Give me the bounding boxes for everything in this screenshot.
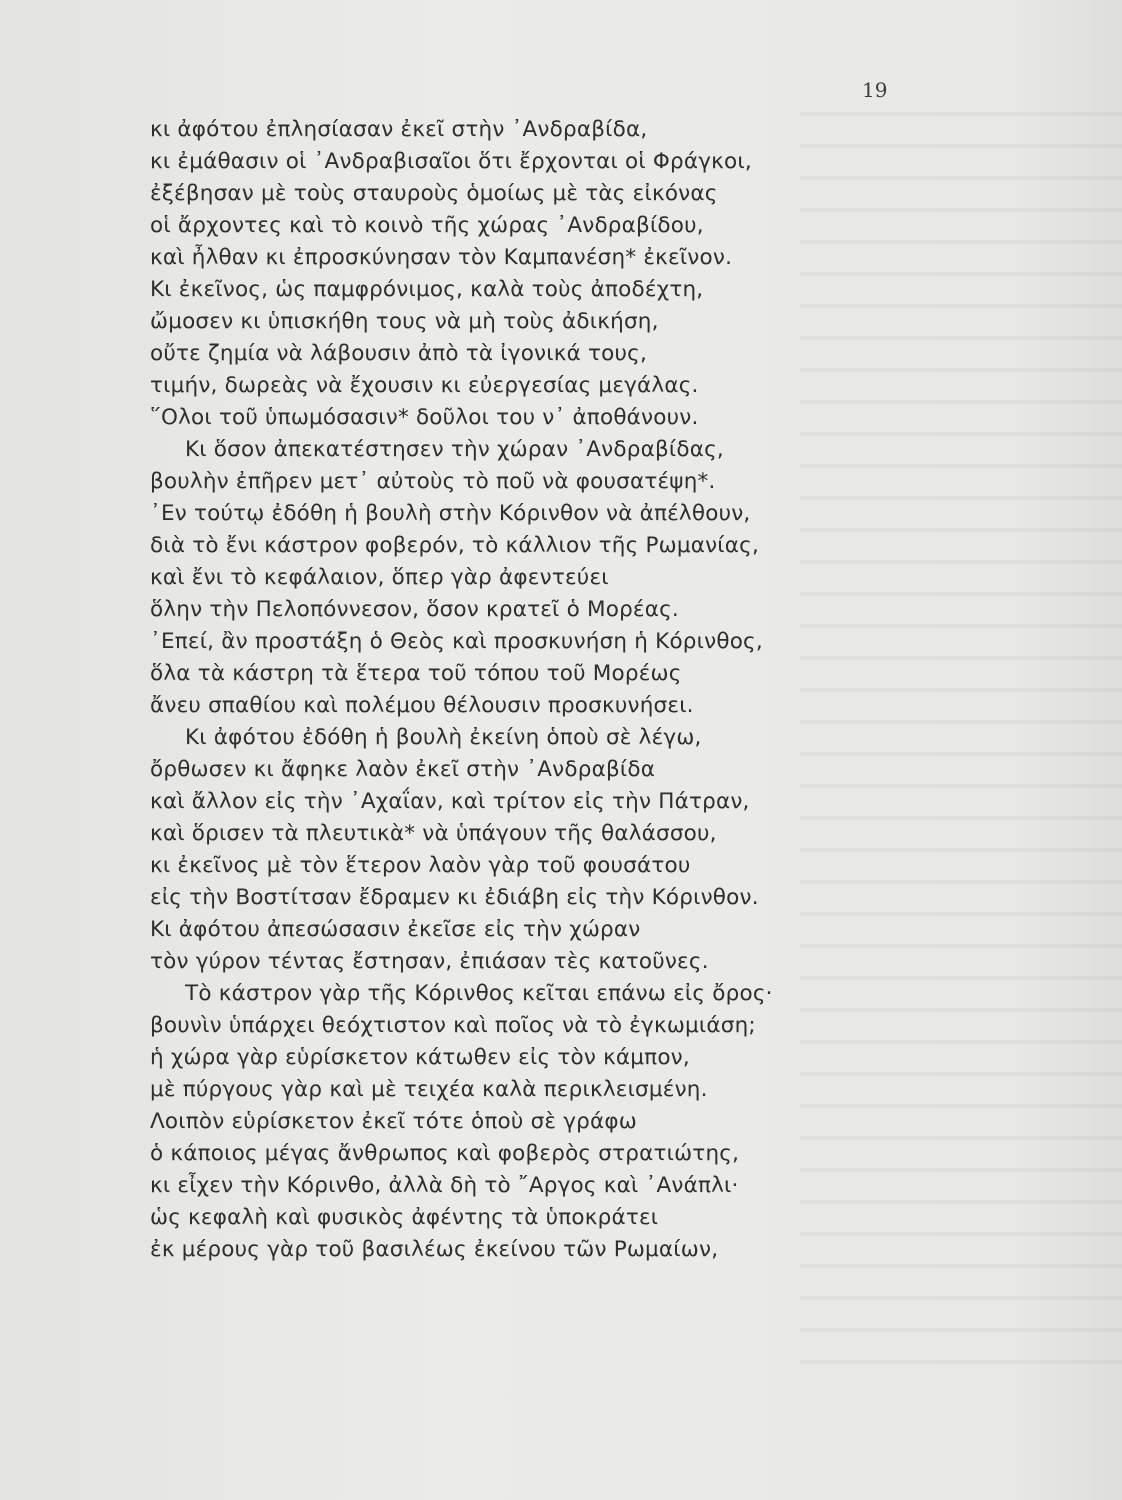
verse-line: κι ἐκεῖνος μὲ τὸν ἕτερον λαὸν γὰρ τοῦ φουσάτου — [150, 853, 691, 878]
verse-line: κι ἀφότου ἐπλησίασαν ἐκεῖ στὴν ᾿Ανδραβίδα, — [150, 117, 648, 142]
verse-line: Κι ὅσον ἀπεκατέστησεν τὴν χώραν ᾿Ανδραβίδας, — [185, 437, 724, 462]
verse-line: ὅλην τὴν Πελοπόννεσον, ὅσον κρατεῖ ὁ Μορέας. — [150, 597, 679, 622]
verse-line: βουνὶν ὑπάρχει θεόχτιστον καὶ ποῖος νὰ τὸ ἐγκωμιάση; — [150, 1013, 756, 1038]
verse-line: ὅλα τὰ κάστρη τὰ ἕτερα τοῦ τόπου τοῦ Μορέως — [150, 661, 682, 686]
verse-line: κι ἐμάθασιν οἱ ᾿Ανδραβισαῖοι ὅτι ἔρχονται οἱ Φράγκοι, — [150, 149, 752, 174]
verse-line: ῞Ολοι τοῦ ὑπωμόσασιν* δοῦλοι του ν᾿ ἀποθάνουν. — [150, 405, 699, 430]
verse-line: Κι ἐκεῖνος, ὡς παμφρόνιμος, καλὰ τοὺς ἀποδέχτη, — [150, 277, 704, 302]
verse-line: Τὸ κάστρον γὰρ τῆς Κόρινθος κεῖται επάνω εἰς ὄρος· — [185, 981, 773, 1006]
verse-line: ἐκ μέρους γὰρ τοῦ βασιλέως ἐκείνου τῶν Ρωμαίων, — [150, 1237, 719, 1262]
verse-line: ἄνευ σπαθίου καὶ πολέμου θέλουσιν προσκυνήσει. — [150, 693, 694, 718]
verse-line: καὶ ἦλθαν κι ἐπροσκύνησαν τὸν Καμπανέση* ἐκεῖνον. — [150, 245, 733, 270]
verse-line: ὤμοσεν κι ὑπισκήθη τους νὰ μὴ τοὺς ἀδικήση, — [150, 309, 659, 334]
verse-line: ᾿Εν τούτῳ ἐδόθη ἡ βουλὴ στὴν Κόρινθον νὰ ἀπέλθουν, — [150, 501, 751, 526]
verse-line: βουλὴν ἐπῆρεν μετ᾿ αὐτοὺς τὸ ποῦ νὰ φουσατέψη*. — [150, 469, 716, 494]
verse-line: ὡς κεφαλὴ καὶ φυσικὸς ἀφέντης τὰ ὑποκράτει — [150, 1205, 659, 1230]
page-number: 19 — [862, 78, 888, 102]
verse-line: εἰς τὴν Βοστίτσαν ἔδραμεν κι ἐδιάβη εἰς τὴν Κόρινθον. — [150, 885, 759, 910]
poem-text — [147, 114, 867, 1266]
verse-line: καὶ ὅρισεν τὰ πλευτικὰ* νὰ ὑπάγουν τῆς θαλάσσου, — [150, 821, 717, 846]
verse-line: διὰ τὸ ἔνι κάστρον φοβερόν, τὸ κάλλιον τῆς Ρωμανίας, — [150, 533, 759, 558]
verse-line: τὸν γύρον τέντας ἔστησαν, ἐπιάσαν τὲς κατοῦνες. — [150, 949, 709, 974]
verse-line: καὶ ἔνι τὸ κεφάλαιον, ὅπερ γὰρ ἀφεντεύει — [150, 565, 609, 590]
verse-line: κι εἶχεν τὴν Κόρινθο, ἀλλὰ δὴ τὸ ῎Αργος καὶ ᾿Ανάπλι· — [150, 1173, 739, 1198]
verse-line: καὶ ἄλλον εἰς τὴν ᾿Αχαΐαν, καὶ τρίτον εἰς τὴν Πάτραν, — [150, 789, 750, 814]
verse-line: Κι ἀφότου ἐδόθη ἡ βουλὴ ἐκείνη ὁποὺ σὲ λέγω, — [185, 725, 702, 750]
verse-line: ᾿Επεί, ἂν προστάξη ὁ Θεὸς καὶ προσκυνήση ἡ Κόρινθος, — [150, 629, 763, 654]
verse-line: τιμήν, δωρεὰς νὰ ἔχουσιν κι εὐεργεσίας μεγάλας. — [150, 373, 699, 398]
verse-line: ὁ κάποιος μέγας ἄνθρωπος καὶ φοβερὸς στρατιώτης, — [150, 1141, 740, 1166]
verse-line: ὄρθωσεν κι ἄφηκε λαὸν ἐκεῖ στὴν ᾿Ανδραβίδα — [150, 757, 656, 782]
verse-line: οἱ ἄρχοντες καὶ τὸ κοινὸ τῆς χώρας ᾿Ανδραβίδου, — [150, 213, 704, 238]
verse-line: ἐξέβησαν μὲ τοὺς σταυροὺς ὁμοίως μὲ τὰς εἰκόνας — [150, 181, 718, 206]
verse-line: οὔτε ζημία νὰ λάβουσιν ἀπὸ τὰ ἰγονικά τους, — [150, 341, 648, 366]
verse-line: Λοιπὸν εὑρίσκετον ἐκεῖ τότε ὁποὺ σὲ γράφω — [150, 1109, 637, 1134]
verse-line: Κι ἀφότου ἀπεσώσασιν ἐκεῖσε εἰς τὴν χώραν — [150, 917, 641, 942]
verse-line: ἡ χώρα γὰρ εὑρίσκετον κάτωθεν εἰς τὸν κάμπον, — [150, 1045, 690, 1070]
verse-line: μὲ πύργους γὰρ καὶ μὲ τειχέα καλὰ περικλεισμένη. — [150, 1077, 708, 1102]
